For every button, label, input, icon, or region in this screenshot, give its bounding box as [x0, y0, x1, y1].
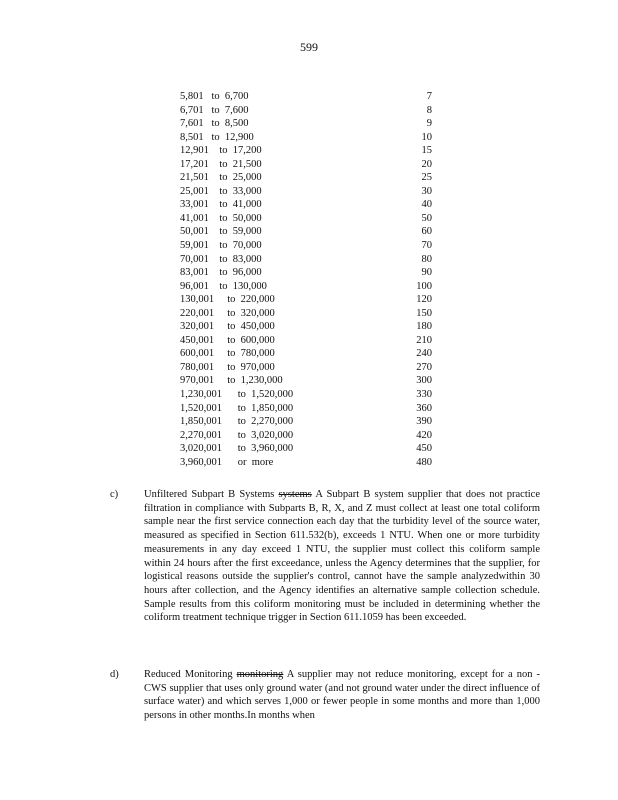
table-row: [180, 117, 432, 131]
table-row: [180, 212, 432, 226]
paragraph-c-body: [144, 488, 540, 625]
population-range: 600,001 to 780,000: [180, 348, 275, 360]
sample-count: 15: [421, 145, 432, 157]
sample-count: 80: [421, 253, 432, 265]
table-row: [180, 131, 432, 145]
population-range: 6,701 to 7,600: [180, 104, 249, 116]
sample-count: 90: [421, 267, 432, 279]
table-row: [180, 198, 432, 212]
population-range: 50,001 to 59,000: [180, 226, 262, 238]
population-range: 130,001 to 220,000: [180, 294, 275, 306]
sample-count: 300: [416, 375, 432, 387]
table-row: [180, 253, 432, 267]
sample-count: 20: [421, 158, 432, 170]
sample-count: 150: [416, 307, 432, 319]
population-range: 1,520,001 to 1,850,000: [180, 402, 294, 414]
population-range: 780,001 to 970,000: [180, 361, 275, 373]
sample-count: 100: [416, 280, 432, 292]
sample-count: 330: [416, 389, 432, 401]
sample-count: 40: [421, 199, 432, 211]
table-row: [180, 415, 432, 429]
sample-table: [180, 90, 432, 469]
paragraph-c-label: c): [110, 489, 119, 500]
population-range: 21,501 to 25,000: [180, 172, 262, 184]
population-range: 33,001 to 41,000: [180, 199, 262, 211]
paragraph-d-text: A supplier may not reduce monitoring, except for a non -CWS supplier that uses only ground water (and not ground water under the direct influence of surface water) and which serves 1,000 or fewer people in some months and more than 1,000 persons in other months.In months when: [144, 669, 540, 722]
table-row: [180, 239, 432, 253]
population-range: 59,001 to 70,000: [180, 240, 262, 252]
table-row: [180, 307, 432, 321]
table-row: [180, 280, 432, 294]
sample-count: 30: [421, 185, 432, 197]
population-range: 8,501 to 12,900: [180, 131, 254, 143]
population-range: 41,001 to 50,000: [180, 212, 262, 224]
population-range: 970,001 to 1,230,000: [180, 375, 283, 387]
sample-count: 8: [426, 104, 432, 116]
table-row: [180, 185, 432, 199]
table-row: [180, 90, 432, 104]
sample-count: 9: [426, 118, 432, 130]
population-range: 2,270,001 to 3,020,000: [180, 429, 294, 441]
sample-count: 7: [426, 91, 432, 102]
table-row: [180, 361, 432, 375]
population-range: 1,850,001 to 2,270,000: [180, 416, 294, 428]
table-row: [180, 104, 432, 118]
population-range: 96,001 to 130,000: [180, 280, 267, 292]
paragraph-d-label: d): [110, 669, 119, 680]
sample-count: 420: [416, 429, 432, 441]
sample-count: 270: [416, 361, 432, 373]
paragraph-c-heading: Unfiltered Subpart B Systems: [144, 489, 279, 500]
population-range: 12,901 to 17,200: [180, 145, 262, 157]
paragraph-c-text: A Subpart B system supplier that does not practice filtration in compliance with Subparts B, R, X, and Z must collect at least one total coliform sample near the first service connection each day that the turbidity level of the source water, measured as specified in Section 611.532(b), exceeds 1 NTU. When one or more turbidity measurements in any day exceed 1 NTU, the supplier must collect this coliform sample within 24 hours after the first exceedance, unless the Agency determines that the supplier, for logistical reasons outside the supplier's control, cannot have the sample analyzedwithin 30 hours after collection, and the Agency identifies an alternative sample collection schedule. Sample results from this coliform monitoring must be included in determining whether the coliform treatment technique trigger in Section 611.1059 has been exceeded.: [144, 489, 541, 624]
table-row: [180, 442, 432, 456]
population-range: 450,001 to 600,000: [180, 334, 275, 346]
sample-count: 10: [421, 131, 432, 143]
sample-count: 480: [416, 456, 432, 468]
sample-count: 180: [416, 321, 432, 333]
sample-count: 70: [421, 240, 432, 252]
table-row: [180, 334, 432, 348]
sample-count: 210: [416, 334, 432, 346]
population-range: 3,960,001 or more: [180, 456, 274, 468]
page-number: 599: [300, 40, 318, 54]
population-range: 70,001 to 83,000: [180, 253, 262, 265]
sample-count: 390: [416, 416, 432, 428]
population-range: 7,601 to 8,500: [180, 118, 249, 130]
table-row: [180, 347, 432, 361]
table-row: [180, 374, 432, 388]
population-range: 320,001 to 450,000: [180, 321, 275, 333]
table-row: [180, 158, 432, 172]
paragraph-d-heading: Reduced Monitoring: [144, 669, 237, 680]
table-row: [180, 402, 432, 416]
table-row: [180, 320, 432, 334]
sample-count: 240: [416, 348, 432, 360]
table-row: [180, 388, 432, 402]
population-range: 17,201 to 21,500: [180, 158, 262, 170]
sample-count: 50: [421, 212, 432, 224]
table-row: [180, 225, 432, 239]
sample-count: 450: [416, 443, 432, 455]
sample-count: 360: [416, 402, 432, 414]
table-row: [180, 429, 432, 443]
table-row: [180, 293, 432, 307]
population-range: 5,801 to 6,700: [180, 91, 249, 102]
table-row: [180, 171, 432, 185]
population-range: 220,001 to 320,000: [180, 307, 275, 319]
table-row: [180, 456, 432, 470]
paragraph-d-body: [144, 668, 540, 723]
table-row: [180, 144, 432, 158]
population-range: 25,001 to 33,000: [180, 185, 262, 197]
population-range: 3,020,001 to 3,960,000: [180, 443, 294, 455]
table-row: [180, 266, 432, 280]
sample-count: 25: [421, 172, 432, 184]
paragraph-d-struck: monitoring: [236, 669, 284, 680]
sample-count: 60: [421, 226, 432, 238]
sample-count: 120: [416, 294, 432, 306]
paragraph-c-struck: systems: [278, 489, 312, 500]
population-range: 83,001 to 96,000: [180, 267, 262, 279]
population-range: 1,230,001 to 1,520,000: [180, 389, 294, 401]
